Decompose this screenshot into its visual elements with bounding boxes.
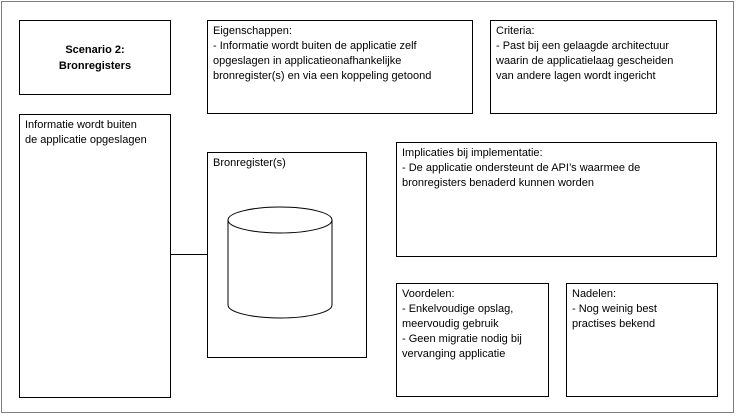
- voordelen-heading: Voordelen:: [402, 288, 455, 300]
- voordelen-line: vervanging applicatie: [402, 348, 506, 360]
- criteria-line: van andere lagen wordt ingericht: [496, 70, 656, 82]
- scenario-title-line2: Bronregisters: [58, 59, 132, 72]
- implicaties-line: - De applicatie ondersteunt de API’s waarmee de: [402, 162, 641, 174]
- nadelen-line: - Nog weinig best: [572, 303, 657, 315]
- criteria-line: waarin de applicatielaag gescheiden: [496, 55, 674, 67]
- scenario-title-line1: Scenario 2:: [65, 43, 125, 56]
- database-cylinder-icon: [227, 206, 333, 320]
- informatie-line: Informatie wordt buiten: [25, 119, 137, 131]
- eigenschappen-heading: Eigenschappen:: [213, 25, 292, 37]
- nadelen-heading: Nadelen:: [572, 288, 617, 300]
- scenario-title-box: [19, 20, 171, 95]
- criteria-heading: Criteria:: [496, 25, 535, 37]
- voordelen-box: [396, 283, 549, 397]
- eigenschappen-line: opgeslagen in applicatieonafhankelijke: [213, 55, 402, 67]
- voordelen-line: meervoudig gebruik: [402, 318, 499, 330]
- eigenschappen-line: - Informatie wordt buiten de applicatie zelf: [213, 40, 417, 52]
- criteria-line: - Past bij een gelaagde architectuur: [496, 40, 670, 52]
- voordelen-line: - Enkelvoudige opslag,: [402, 303, 514, 315]
- implicaties-box: [396, 142, 717, 257]
- nadelen-box: [566, 283, 718, 397]
- implicaties-line: bronregisters benaderd kunnen worden: [402, 177, 595, 189]
- eigenschappen-line: bronregister(s) en via een koppeling getoond: [213, 70, 432, 82]
- informatie-line: de applicatie opgeslagen: [25, 134, 147, 146]
- bronregister-label: Bronregister(s): [213, 157, 286, 169]
- eigenschappen-box: [207, 20, 473, 114]
- voordelen-line: - Geen migratie nodig bij: [402, 333, 522, 345]
- connector-line: [170, 254, 209, 255]
- nadelen-line: practises bekend: [572, 318, 656, 330]
- implicaties-heading: Implicaties bij implementatie:: [402, 147, 543, 159]
- criteria-box: [490, 20, 717, 114]
- informatie-box: [19, 114, 171, 398]
